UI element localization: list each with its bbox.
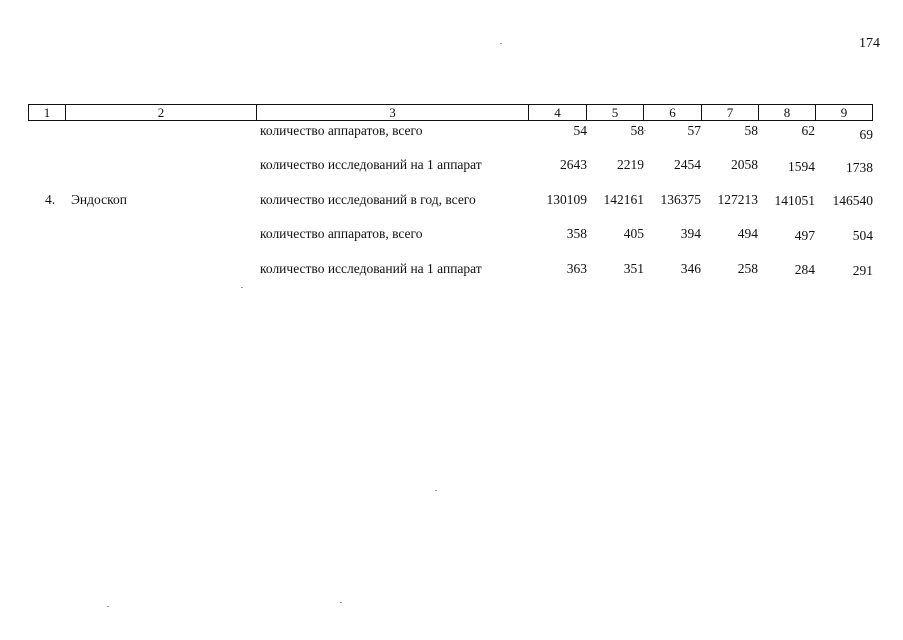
value-col-4: 2643 — [560, 157, 587, 172]
value-col-5: 58 — [630, 123, 644, 138]
header-cell-6: 6 — [644, 105, 702, 120]
scan-speck — [107, 606, 109, 607]
header-cell-5: 5 — [587, 105, 644, 120]
value-col-5: 2219 — [617, 157, 644, 172]
row-indicator: количество аппаратов, всего — [260, 226, 423, 241]
scan-speck — [241, 287, 243, 288]
value-col-7: 258 — [737, 261, 758, 276]
value-col-5: 405 — [623, 226, 644, 241]
table-row — [0, 190, 903, 210]
row-indicator: количество исследований в год, всего — [260, 192, 476, 207]
header-cell-3: 3 — [257, 105, 529, 120]
table-header — [28, 104, 873, 121]
table-row — [0, 224, 903, 244]
value-col-9: 69 — [859, 127, 873, 142]
table-row — [0, 155, 903, 175]
value-col-4: 130109 — [546, 192, 587, 207]
value-col-7: 494 — [737, 226, 758, 241]
value-col-4: 54 — [573, 123, 587, 138]
value-col-8: 141051 — [774, 193, 815, 208]
value-col-8: 497 — [794, 228, 815, 243]
row-name: Эндоскоп — [71, 192, 127, 207]
value-col-8: 284 — [794, 262, 815, 277]
value-col-5: 351 — [623, 261, 644, 276]
value-col-9: 146540 — [832, 193, 873, 208]
value-col-8: 1594 — [788, 159, 815, 174]
scan-speck — [435, 490, 437, 491]
row-indicator: количество исследований на 1 аппарат — [260, 157, 482, 172]
value-col-7: 2058 — [731, 157, 758, 172]
value-col-6: 2454 — [674, 157, 701, 172]
value-col-9: 1738 — [846, 160, 873, 175]
header-cell-9: 9 — [840, 105, 848, 120]
value-col-6: 57 — [687, 123, 701, 138]
header-cell-1: 1 — [29, 105, 66, 120]
value-col-7: 127213 — [717, 192, 758, 207]
value-col-9: 504 — [852, 228, 873, 243]
value-col-8: 62 — [801, 123, 815, 138]
scan-speck — [340, 602, 342, 603]
value-col-4: 358 — [566, 226, 587, 241]
value-col-6: 346 — [680, 261, 701, 276]
row-indicator: количество аппаратов, всего — [260, 123, 423, 138]
value-col-6: 136375 — [660, 192, 701, 207]
value-col-5: 142161 — [603, 192, 644, 207]
header-cell-8: 8 — [759, 105, 816, 120]
value-col-6: 394 — [680, 226, 701, 241]
value-col-4: 363 — [566, 261, 587, 276]
page-number: 174 — [859, 36, 880, 51]
table-row — [0, 259, 903, 279]
row-indicator: количество исследований на 1 аппарат — [260, 261, 482, 276]
scan-speck — [644, 130, 646, 131]
scan-speck — [500, 43, 502, 44]
value-col-7: 58 — [744, 123, 758, 138]
header-cell-2: 2 — [66, 105, 257, 120]
header-cell-7: 7 — [702, 105, 759, 120]
header-cell-4: 4 — [529, 105, 587, 120]
table-row — [0, 121, 903, 141]
value-col-9: 291 — [852, 263, 873, 278]
row-number: 4. — [45, 192, 56, 207]
